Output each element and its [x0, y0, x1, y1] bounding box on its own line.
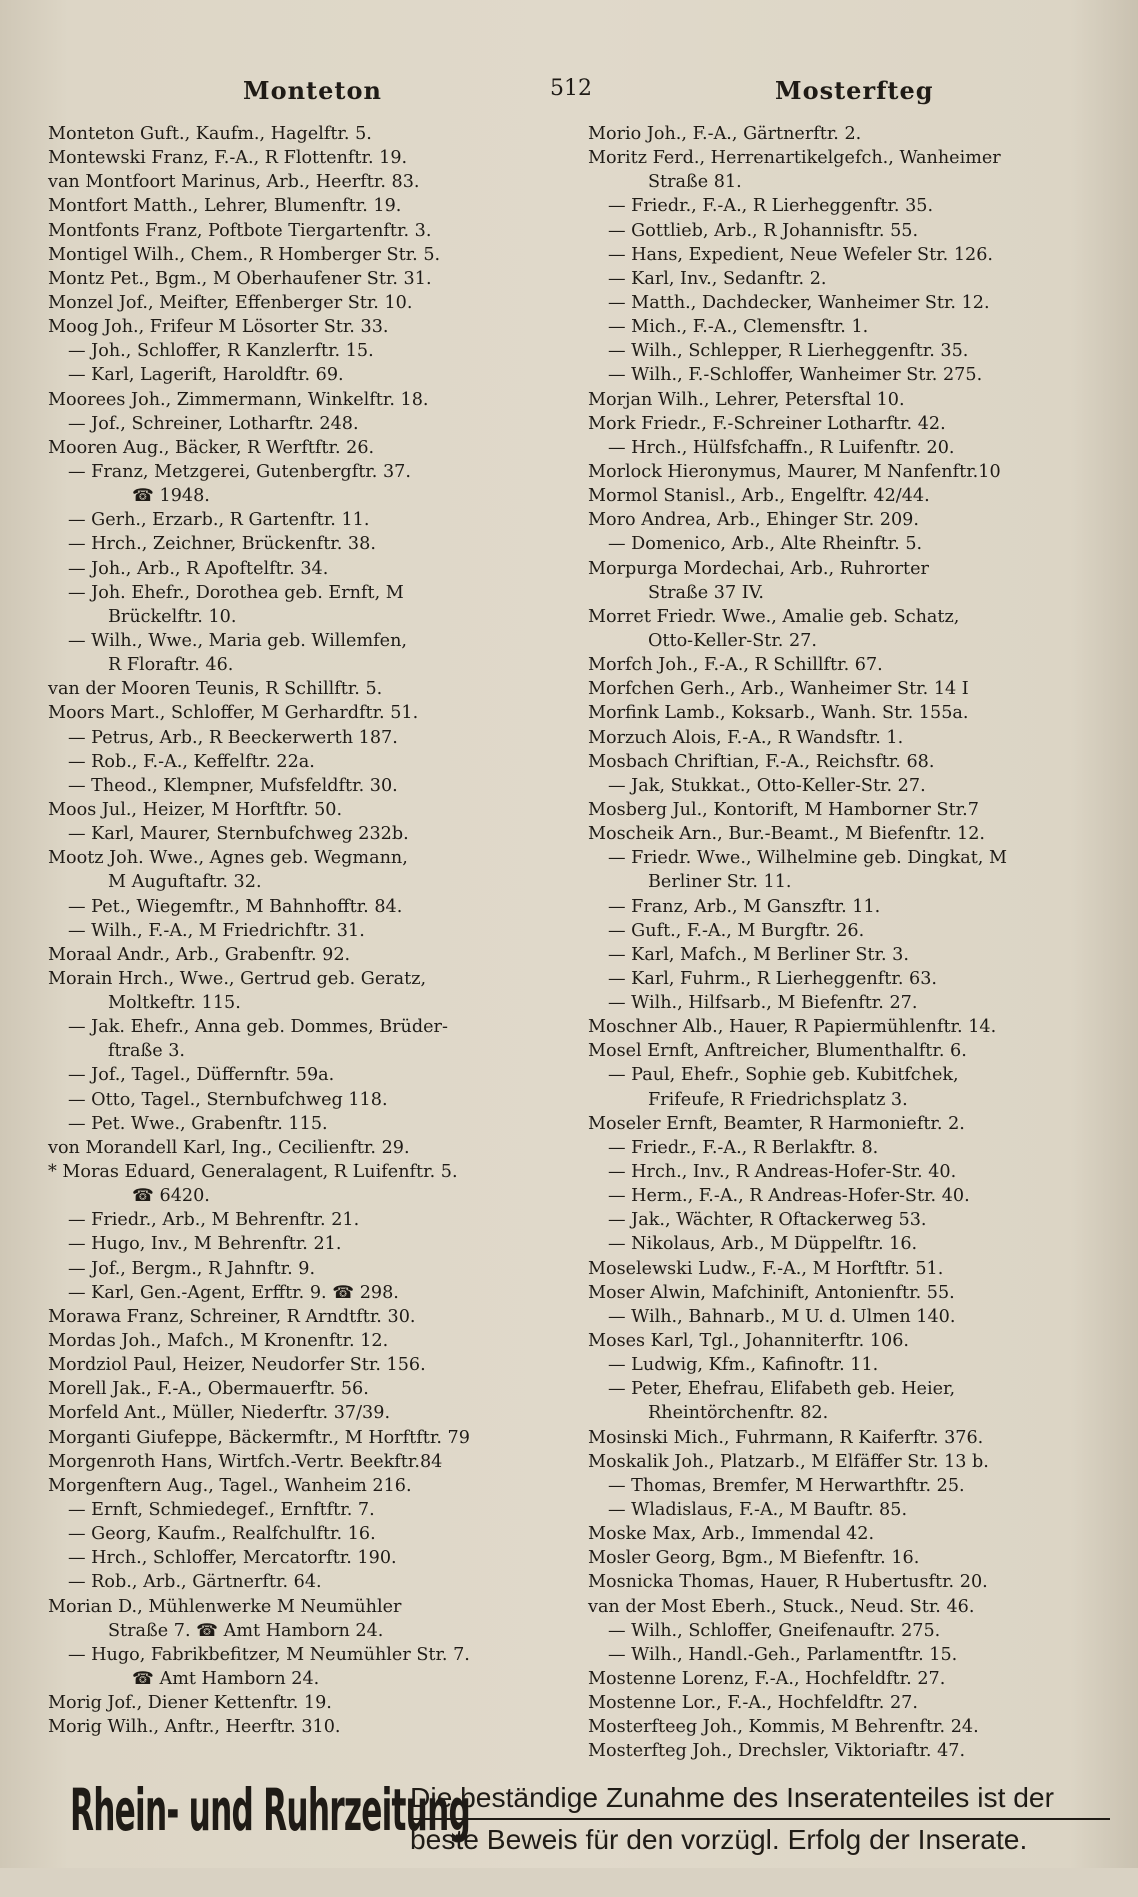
directory-entry-line: van Montfoort Marinus, Arb., Heerftr. 83. [48, 172, 420, 193]
directory-entry-line: — Wilh., Bahnarb., M U. d. Ulmen 140. [608, 1306, 956, 1327]
directory-entry-line: — Karl, Mafch., M Berliner Str. 3. [608, 944, 909, 965]
directory-entry-line: — Karl, Maurer, Sternbufchweg 232b. [68, 824, 409, 845]
directory-entry-line: Morain Hrch., Wwe., Gertrud geb. Geratz, [48, 968, 427, 989]
directory-entry-line: Morjan Wilh., Lehrer, Petersftal 10. [588, 389, 905, 410]
directory-entry-line: Mordziol Paul, Heizer, Neudorfer Str. 156. [48, 1355, 426, 1376]
directory-entry-line: Mostenne Lorenz, F.-A., Hochfeldftr. 27. [588, 1669, 946, 1689]
directory-entry-line: — Ernft, Schmiedegef., Ernftftr. 7. [68, 1500, 375, 1521]
directory-entry-line: Frifeufe, R Friedrichsplatz 3. [648, 1089, 908, 1110]
directory-entry-line: — Theod., Klempner, Mufsfeldftr. 30. [68, 775, 398, 796]
page-header [0, 76, 1138, 110]
directory-entry-line: — Otto, Tagel., Sternbufchweg 118. [68, 1089, 388, 1110]
directory-entry-line: — Friedr. Wwe., Wilhelmine geb. Dingkat, M [608, 848, 1008, 869]
directory-entry-line: Mosnicka Thomas, Hauer, R Hubertusftr. 20. [588, 1572, 988, 1593]
directory-entry-line: Moselewski Ludw., F.-A., M Horftftr. 51. [588, 1258, 944, 1279]
directory-entry-line: Brückelftr. 10. [108, 606, 237, 627]
directory-entry-line: Morgenroth Hans, Wirtfch.-Vertr. Beekftr.84 [48, 1451, 443, 1472]
directory-entry-line: Otto-Keller-Str. 27. [648, 630, 817, 651]
directory-entry-line: — Wilh., F.-Schloffer, Wanheimer Str. 275. [608, 365, 983, 386]
directory-entry-line: van der Most Eberh., Stuck., Neud. Str. 46. [588, 1596, 975, 1617]
directory-entry-line: — Jof., Tagel., Düffernftr. 59a. [68, 1065, 335, 1086]
directory-entry-line: — Franz, Arb., M Ganszftr. 11. [608, 896, 881, 917]
directory-entry-line: Morpurga Mordechai, Arb., Ruhrorter [588, 558, 929, 579]
directory-entry-line: Morian D., Mühlenwerke M Neumühler [48, 1596, 402, 1617]
directory-entry-line: Straße 37 IV. [648, 582, 764, 603]
directory-entry-line: — Wilh., Hilfsarb., M Biefenftr. 27. [608, 993, 918, 1014]
directory-entry-line: Mosler Georg, Bgm., M Biefenftr. 16. [588, 1548, 920, 1569]
directory-entry-line: Morgenftern Aug., Tagel., Wanheim 216. [48, 1475, 412, 1496]
directory-entry-line: — Wilh., Wwe., Maria geb. Willemfen, [68, 630, 407, 651]
directory-entry-line: ☎ Amt Hamborn 24. [132, 1669, 320, 1689]
directory-entry-line: — Petrus, Arb., R Beeckerwerth 187. [68, 727, 398, 748]
directory-entry-line: — Hrch., Schloffer, Mercatorftr. 190. [68, 1548, 397, 1569]
directory-entry-line: Monzel Jof., Meifter, Effenberger Str. 10. [48, 292, 413, 313]
directory-entry-line: — Joh., Schloffer, R Kanzlerftr. 15. [68, 341, 374, 362]
directory-entry-line: Straße 7. ☎ Amt Hamborn 24. [108, 1620, 384, 1641]
directory-entry-line: R Floraftr. 46. [108, 655, 234, 676]
directory-entry-line: — Rob., F.-A., Keffelftr. 22a. [68, 751, 315, 772]
directory-entry-line: Mork Friedr., F.-Schreiner Lotharftr. 42. [588, 413, 946, 434]
directory-entry-line: Montewski Franz, F.-A., R Flottenftr. 19. [48, 148, 408, 169]
directory-entry-line: Mootz Joh. Wwe., Agnes geb. Wegmann, [48, 848, 408, 869]
directory-entry-line: — Guft., F.-A., M Burgftr. 26. [608, 920, 865, 941]
directory-entry-line: Moors Mart., Schloffer, M Gerhardftr. 51. [48, 703, 419, 724]
directory-entry-line: van der Mooren Teunis, R Schillftr. 5. [48, 679, 383, 700]
directory-entry-line: Mosbach Chriftian, F.-A., Reichsftr. 68. [588, 751, 935, 772]
directory-entry-line: — Gottlieb, Arb., R Johannisftr. 55. [608, 220, 919, 241]
directory-entry-line: — Friedr., F.-A., R Lierheggenftr. 35. [608, 196, 934, 217]
directory-entry-line: — Georg, Kaufm., Realfchulftr. 16. [68, 1524, 376, 1545]
directory-entry-line: Moritz Ferd., Herrenartikelgefch., Wanheimer [588, 148, 1001, 169]
directory-entry-line: Morawa Franz, Schreiner, R Arndtftr. 30. [48, 1306, 416, 1327]
directory-entry-line: Moser Alwin, Mafchinift, Antonienftr. 55. [588, 1282, 955, 1303]
directory-entry-line: Morzuch Alois, F.-A., R Wandsftr. 1. [588, 727, 904, 748]
directory-entry-line: — Domenico, Arb., Alte Rheinftr. 5. [608, 534, 923, 555]
directory-entry-line: ftraße 3. [108, 1041, 186, 1062]
directory-entry-line: Mostenne Lor., F.-A., Hochfeldftr. 27. [588, 1693, 918, 1714]
directory-entry-line: — Hans, Expedient, Neue Wefeler Str. 126. [608, 244, 994, 265]
directory-entry-line: — Franz, Metzgerei, Gutenbergftr. 37. [68, 461, 411, 482]
directory-entry-line: — Wladislaus, F.-A., M Bauftr. 85. [608, 1500, 908, 1521]
directory-entry-line: — Hugo, Inv., M Behrenftr. 21. [68, 1234, 342, 1255]
directory-entry-line: Mosinski Mich., Fuhrmann, R Kaiferftr. 376. [588, 1427, 984, 1448]
directory-entry-line: — Wilh., Schlepper, R Lierheggenftr. 35. [608, 341, 969, 362]
directory-entry-line: Rheintörchenftr. 82. [648, 1403, 829, 1424]
advertisement-footer [70, 1778, 1110, 1860]
directory-entry-line: — Ludwig, Kfm., Kafinoftr. 11. [608, 1355, 879, 1376]
directory-entry-line: — Jak., Wächter, R Oftackerweg 53. [608, 1210, 927, 1231]
directory-entry-line: ☎ 1948. [132, 486, 210, 507]
directory-entry-line: Moschner Alb., Hauer, R Papiermühlenftr. 14. [588, 1017, 997, 1038]
directory-entry-line: Morfchen Gerh., Arb., Wanheimer Str. 14 I [588, 679, 969, 700]
directory-entry-line: Moraal Andr., Arb., Grabenftr. 92. [48, 944, 351, 965]
directory-entry-line: — Peter, Ehefrau, Elifabeth geb. Heier, [608, 1379, 956, 1400]
directory-entry-line: — Rob., Arb., Gärtnerftr. 64. [68, 1572, 322, 1593]
directory-entry-line: — Hrch., Hülfsfchaffn., R Luifenftr. 20. [608, 437, 955, 458]
directory-entry-line: Morfink Lamb., Koksarb., Wanh. Str. 155a. [588, 703, 969, 724]
directory-entry-line: — Hugo, Fabrikbefitzer, M Neumühler Str. 7. [68, 1644, 470, 1665]
directory-entry-line: — Gerh., Erzarb., R Gartenftr. 11. [68, 510, 370, 531]
directory-entry-line: Monteton Guft., Kaufm., Hagelftr. 5. [48, 124, 372, 144]
directory-entry-line: Morganti Giufeppe, Bäckermftr., M Horftftr. 79 [48, 1427, 470, 1448]
directory-entry-line: Moscheik Arn., Bur.-Beamt., M Biefenftr. 12. [588, 824, 986, 845]
directory-entry-line: — Mich., F.-A., Clemensftr. 1. [608, 317, 869, 338]
directory-entry-line: Moske Max, Arb., Immendal 42. [588, 1524, 875, 1545]
left-column [48, 122, 548, 1739]
directory-entry-line: — Nikolaus, Arb., M Düppelftr. 16. [608, 1234, 918, 1255]
directory-entry-line: Moseler Ernft, Beamter, R Harmonieftr. 2. [588, 1113, 965, 1134]
directory-entry-line: — Hrch., Inv., R Andreas-Hofer-Str. 40. [608, 1162, 957, 1183]
directory-entry-line: — Jof., Bergm., R Jahnftr. 9. [68, 1258, 316, 1279]
directory-entry-line: Montigel Wilh., Chem., R Homberger Str. 5. [48, 244, 441, 265]
directory-entry-line: — Wilh., F.-A., M Friedrichftr. 31. [68, 920, 365, 941]
directory-entry-line: * Moras Eduard, Generalagent, R Luifenftr. 5. [48, 1162, 458, 1183]
directory-entry-line: — Hrch., Zeichner, Brückenftr. 38. [68, 534, 376, 555]
right-running-title: Mosterfteg [775, 76, 934, 105]
ad-line-2: beste Beweis für den vorzügl. Erfolg der Inserate. [410, 1823, 1028, 1855]
directory-entry-line: — Jak. Ehefr., Anna geb. Dommes, Brüder- [68, 1017, 448, 1038]
directory-entry-line: Moltkeftr. 115. [108, 993, 241, 1014]
right-column [588, 122, 1088, 1764]
directory-entry-line: Montfonts Franz, Poftbote Tiergartenftr. 3. [48, 220, 432, 241]
directory-entry-line: — Herm., F.-A., R Andreas-Hofer-Str. 40. [608, 1186, 970, 1207]
directory-entry-line: — Paul, Ehefr., Sophie geb. Kubitfchek, [608, 1065, 959, 1086]
directory-entry-line: Montfort Matth., Lehrer, Blumenftr. 19. [48, 196, 402, 217]
left-running-title: Monteton [243, 76, 382, 105]
directory-entry-line: — Pet., Wiegemftr., M Bahnhofftr. 84. [68, 896, 403, 917]
directory-entry-line: Moskalik Joh., Platzarb., M Elfäffer Str. 13 b. [588, 1451, 989, 1472]
directory-entry-line: — Karl, Gen.-Agent, Erfftr. 9. ☎ 298. [68, 1282, 399, 1303]
ad-text [410, 1778, 1110, 1858]
directory-entry-line: Mormol Stanisl., Arb., Engelftr. 42/44. [588, 486, 930, 507]
directory-entry-line: Morfch Joh., F.-A., R Schillftr. 67. [588, 655, 883, 676]
directory-entry-line: ☎ 6420. [132, 1186, 210, 1207]
directory-entry-line: — Wilh., Handl.-Geh., Parlamentftr. 15. [608, 1644, 958, 1665]
directory-entry-line: — Friedr., Arb., M Behrenftr. 21. [68, 1210, 360, 1231]
directory-entry-line: — Wilh., Schloffer, Gneifenauftr. 275. [608, 1620, 941, 1641]
directory-entry-line: Mosberg Jul., Kontorift, M Hamborner Str.7 [588, 799, 979, 820]
directory-entry-line: Moorees Joh., Zimmermann, Winkelftr. 18. [48, 389, 429, 410]
ad-line-1: Die beständige Zunahme des Inseratenteiles ist der [410, 1778, 1110, 1820]
directory-entry-line: Morret Friedr. Wwe., Amalie geb. Schatz, [588, 606, 960, 627]
directory-entry-line: Morig Wilh., Anftr., Heerftr. 310. [48, 1717, 341, 1738]
directory-entry-line: Morfeld Ant., Müller, Niederftr. 37/39. [48, 1403, 391, 1424]
directory-entry-line: von Morandell Karl, Ing., Cecilienftr. 29. [48, 1137, 410, 1158]
directory-entry-line: — Karl, Inv., Sedanftr. 2. [608, 268, 827, 289]
directory-entry-line: Morlock Hieronymus, Maurer, M Nanfenftr.10 [588, 461, 1001, 482]
directory-entry-line: — Joh., Arb., R Apoftelftr. 34. [68, 558, 329, 579]
directory-entry-line: — Karl, Fuhrm., R Lierheggenftr. 63. [608, 968, 937, 989]
directory-entry-line: Mosterfteeg Joh., Kommis, M Behrenftr. 24. [588, 1717, 979, 1738]
directory-entry-line: — Pet. Wwe., Grabenftr. 115. [68, 1113, 328, 1134]
directory-entry-line: Mosterfteg Joh., Drechsler, Viktoriaftr. 47. [588, 1741, 966, 1762]
directory-entry-line: — Jof., Schreiner, Lotharftr. 248. [68, 413, 359, 434]
directory-entry-line: Straße 81. [648, 172, 742, 193]
directory-entry-line: Mosel Ernft, Anftreicher, Blumenthalftr. 6. [588, 1041, 967, 1062]
directory-entry-line: M Auguftaftr. 32. [108, 872, 262, 893]
directory-entry-line: Mooren Aug., Bäcker, R Werftftr. 26. [48, 437, 375, 458]
directory-entry-line: — Matth., Dachdecker, Wanheimer Str. 12. [608, 292, 990, 313]
directory-entry-line: Moos Jul., Heizer, M Horftftr. 50. [48, 799, 343, 820]
newspaper-brand: Rhein- und Ruhrzeitung [70, 1778, 471, 1845]
directory-entry-line: Montz Pet., Bgm., M Oberhaufener Str. 31. [48, 268, 432, 289]
directory-entry-line: — Friedr., F.-A., R Berlakftr. 8. [608, 1137, 879, 1158]
directory-entry-line: — Joh. Ehefr., Dorothea geb. Ernft, M [68, 582, 404, 603]
directory-entry-line: Berliner Str. 11. [648, 872, 792, 893]
directory-entry-line: — Thomas, Bremfer, M Herwarthftr. 25. [608, 1475, 965, 1496]
directory-entry-line: Moses Karl, Tgl., Johanniterftr. 106. [588, 1331, 909, 1352]
page-number: 512 [550, 76, 592, 101]
directory-entry-line: Moro Andrea, Arb., Ehinger Str. 209. [588, 510, 919, 531]
directory-entry-line: Morio Joh., F.-A., Gärtnerftr. 2. [588, 124, 862, 144]
directory-entry-line: Mordas Joh., Mafch., M Kronenftr. 12. [48, 1331, 389, 1352]
directory-entry-line: Morell Jak., F.-A., Obermauerftr. 56. [48, 1379, 369, 1400]
directory-entry-line: Moog Joh., Frifeur M Lösorter Str. 33. [48, 317, 389, 338]
directory-entry-line: — Jak, Stukkat., Otto-Keller-Str. 27. [608, 775, 926, 796]
directory-entry-line: — Karl, Lagerift, Haroldftr. 69. [68, 365, 344, 386]
directory-entry-line: Morig Jof., Diener Kettenftr. 19. [48, 1693, 332, 1714]
